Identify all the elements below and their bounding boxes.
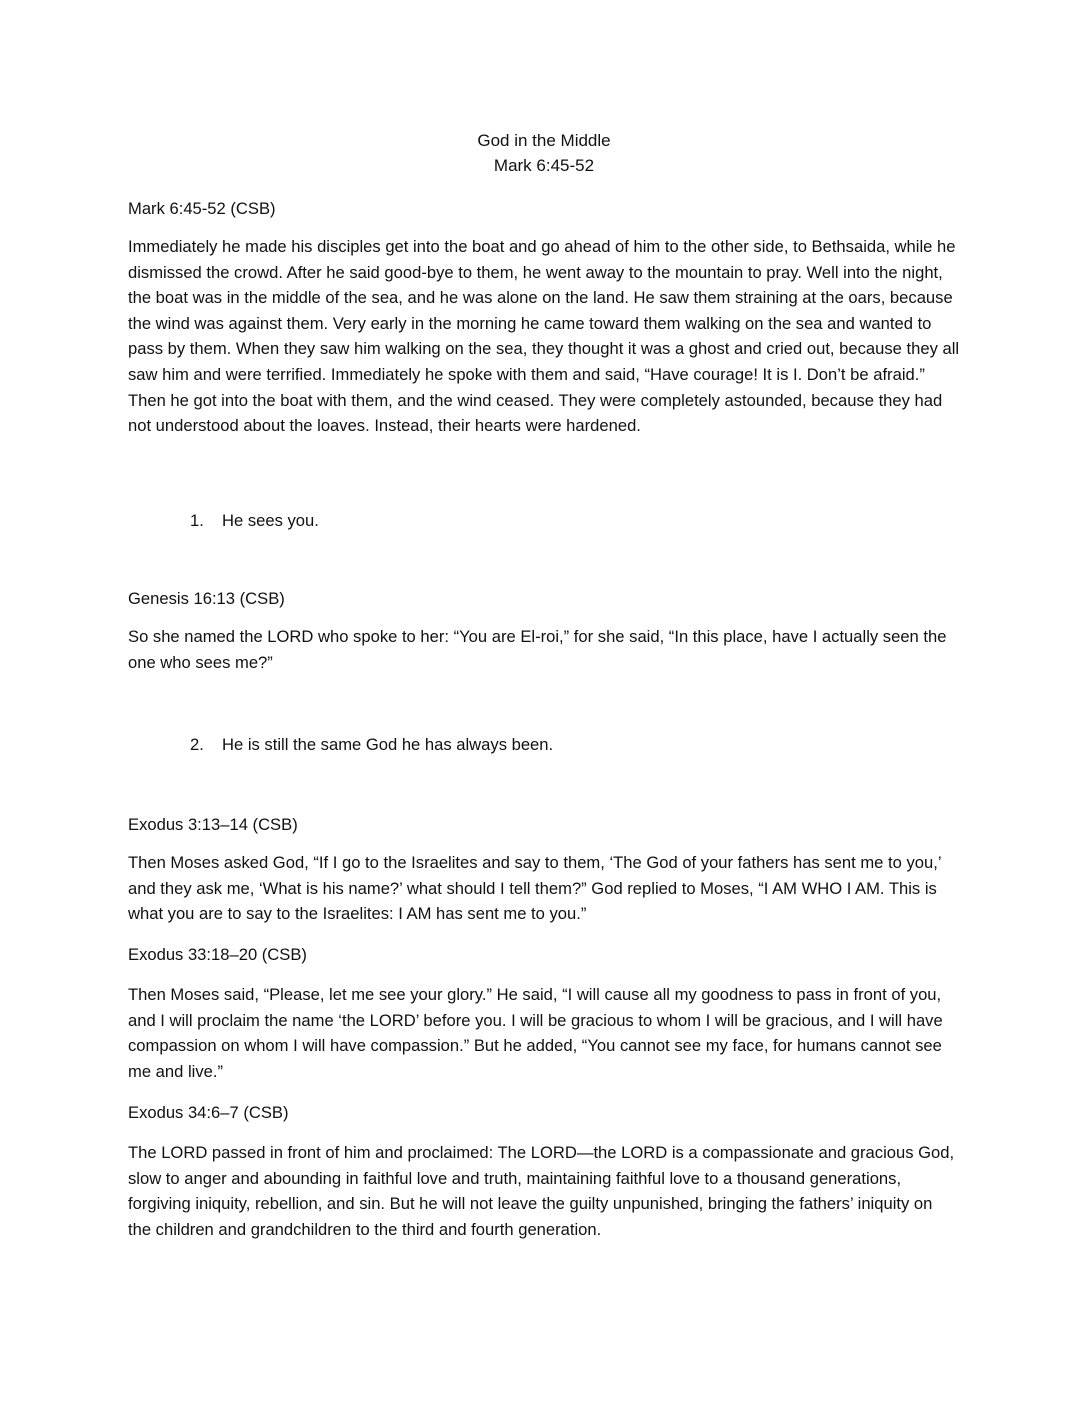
point-item-2: [190, 732, 553, 757]
section-heading-mark: Mark 6:45-52 (CSB): [128, 199, 276, 218]
scripture-passage-exodus-34: The LORD passed in front of him and proclaimed: The LORD—the LORD is a compassionate and gracious God, slow to anger and abounding in faithful love and truth, maintaining faithful love to a thousand generations, forgiving iniquity, rebellion, and sin. But he will not leave the guilty unpunished, bringing the fathers’ iniquity on the children and grandchildren to the third and fourth generation.: [128, 1143, 955, 1239]
point-text: He sees you.: [222, 511, 319, 530]
section-heading-exodus-34: Exodus 34:6–7 (CSB): [128, 1103, 289, 1122]
point-text: He is still the same God he has always been.: [222, 735, 554, 754]
scripture-passage-mark: Immediately he made his disciples get into the boat and go ahead of him to the other side, to Bethsaida, while he dismissed the crowd. After he said good-bye to them, he went away to the mountain to pray. Well into the night, the boat was in the middle of the sea, and he was alone on the land. He saw them straining at the oars, because the wind was against them. Very early in the morning he came toward them walking on the sea and wanted to pass by them. When they saw him walking on the sea, they thought it was a ghost and cried out, because they all saw him and were terrified. Immediately he spoke with them and said, “Have courage! It is I. Don’t be afraid.” Then he got into the boat with them, and the wind ceased. They were completely astounded, because they had not understood about the loaves. Instead, their hearts were hardened.: [128, 237, 960, 436]
section-heading-genesis: Genesis 16:13 (CSB): [128, 589, 285, 608]
point-number: 1.: [190, 511, 204, 530]
section-heading-exodus-33: Exodus 33:18–20 (CSB): [128, 945, 307, 964]
document-subtitle: Mark 6:45-52: [493, 156, 595, 175]
point-number: 2.: [190, 735, 204, 754]
title-block: [0, 128, 1088, 178]
scripture-passage-exodus-33: Then Moses said, “Please, let me see your glory.” He said, “I will cause all my goodness to pass in front of you, and I will proclaim the name ‘the LORD’ before you. I will be gracious to whom I will be gracious, and I will have compassion on whom I will have compassion.” But he added, “You cannot see my face, for humans cannot see me and live.”: [128, 985, 943, 1081]
section-heading-exodus-3: Exodus 3:13–14 (CSB): [128, 815, 298, 834]
point-item-1: [190, 508, 319, 533]
scripture-passage-genesis: So she named the LORD who spoke to her: “You are El-roi,” for she said, “In this place, have I actually seen the one who sees me?”: [128, 627, 947, 672]
scripture-passage-exodus-3: Then Moses asked God, “If I go to the Israelites and say to them, ‘The God of your fathers has sent me to you,’ and they ask me, ‘What is his name?’ what should I tell them?” God replied to Moses, “I AM WHO I AM. This is what you are to say to the Israelites: I AM has sent me to you.”: [128, 853, 941, 924]
document-title: God in the Middle: [477, 131, 611, 150]
